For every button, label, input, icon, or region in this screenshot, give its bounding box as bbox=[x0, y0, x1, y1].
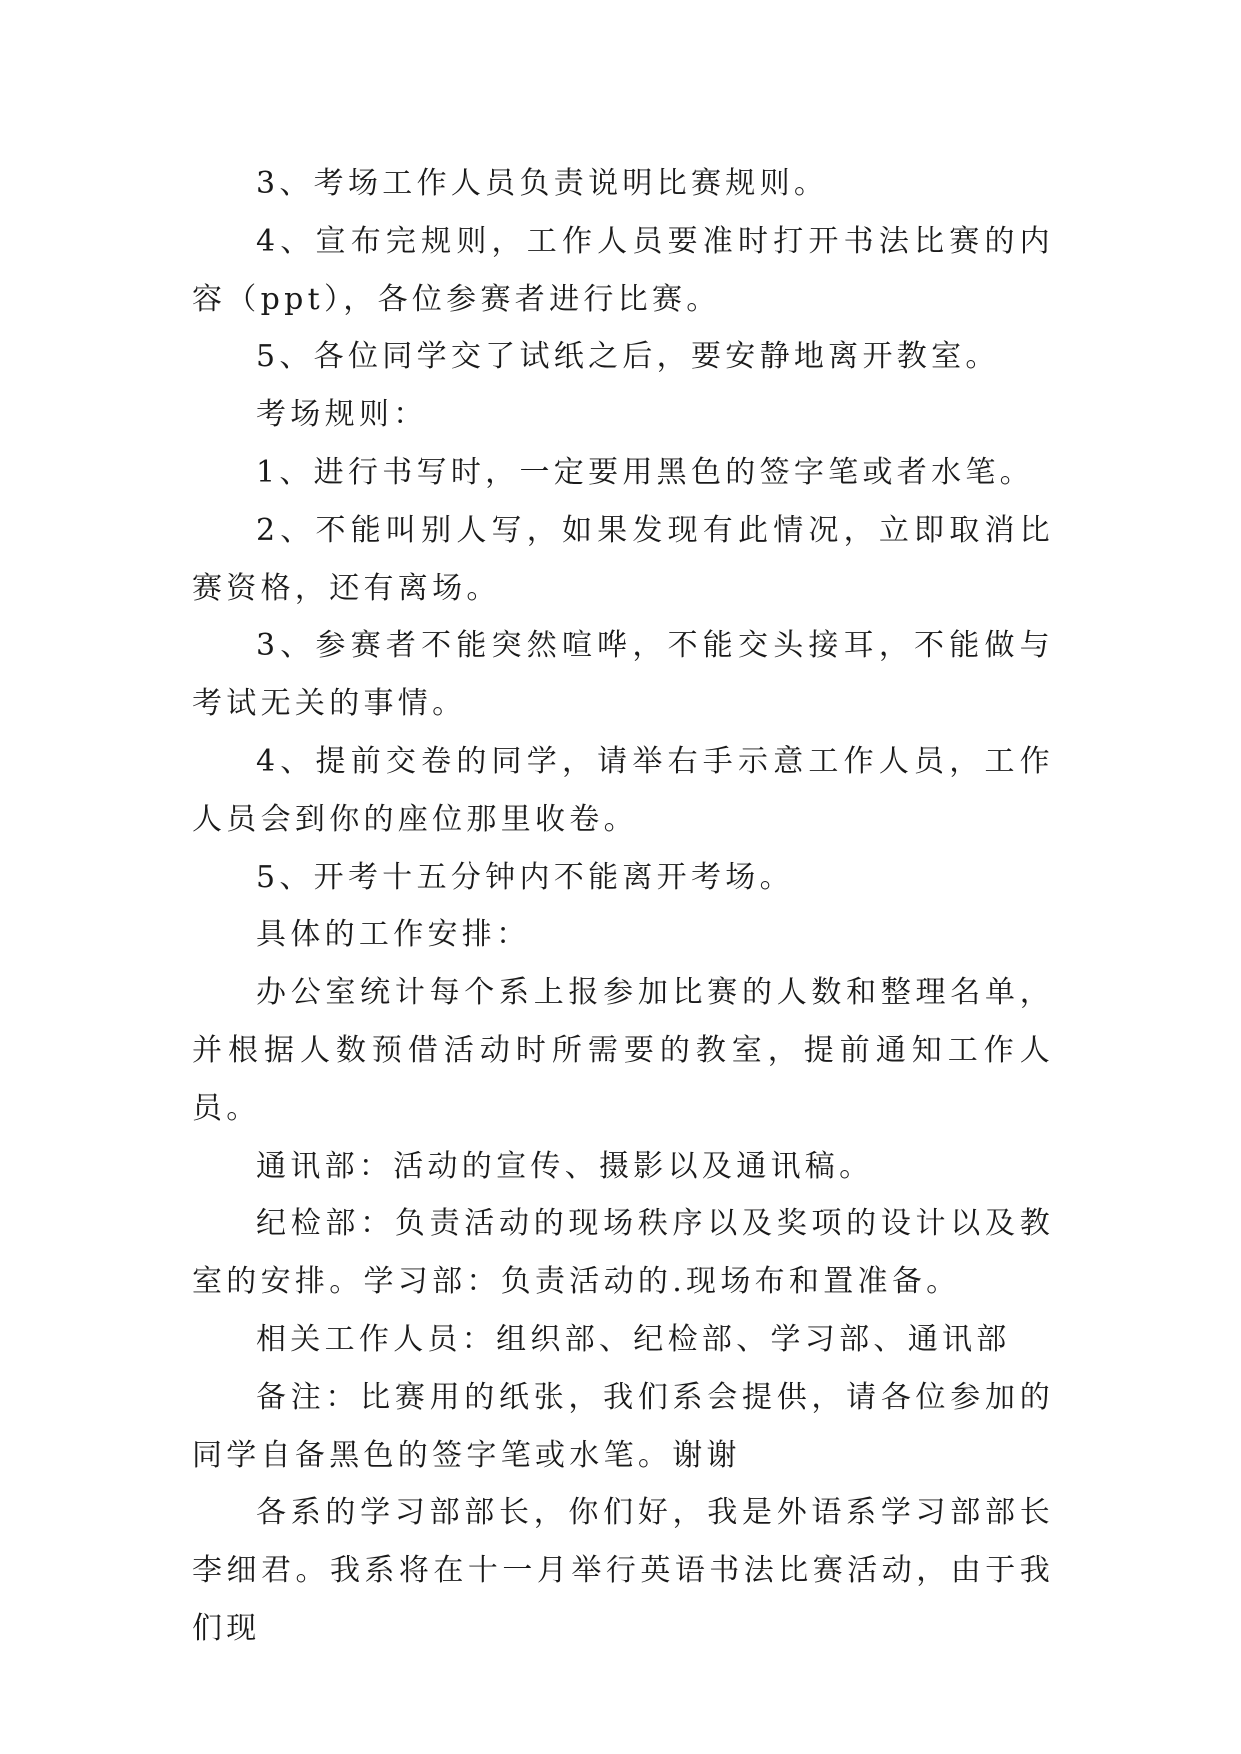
paragraph: 纪检部：负责活动的现场秩序以及奖项的设计以及教室的安排。学习部：负责活动的.现场布和置准备。 bbox=[192, 1206, 1054, 1300]
paragraph: 各系的学习部部长，你们好，我是外语系学习部部长李细君。我系将在十一月举行英语书法比赛活动，由于我们现 bbox=[192, 1495, 1054, 1646]
paragraph: 办公室统计每个系上报参加比赛的人数和整理名单，并根据人数预借活动时所需要的教室，提前通知工作人员。 bbox=[192, 975, 1054, 1126]
document-body bbox=[192, 155, 1054, 1658]
paragraph: 通讯部：活动的宣传、摄影以及通讯稿。 bbox=[256, 1148, 874, 1184]
paragraph: 4、提前交卷的同学，请举右手示意工作人员，工作人员会到你的座位那里收卷。 bbox=[192, 743, 1054, 837]
paragraph: 4、宣布完规则，工作人员要准时打开书法比赛的内容（ppt），各位参赛者进行比赛。 bbox=[192, 223, 1054, 317]
section-heading: 具体的工作安排： bbox=[256, 917, 531, 953]
paragraph: 备注：比赛用的纸张，我们系会提供，请各位参加的同学自备黑色的签字笔或水笔。谢谢 bbox=[192, 1379, 1054, 1473]
paragraph: 2、不能叫别人写，如果发现有此情况，立即取消比赛资格，还有离场。 bbox=[192, 512, 1054, 606]
paragraph: 1、进行书写时，一定要用黑色的签字笔或者水笔。 bbox=[256, 454, 1034, 490]
paragraph: 相关工作人员：组织部、纪检部、学习部、通讯部 bbox=[256, 1321, 1011, 1357]
paragraph: 3、考场工作人员负责说明比赛规则。 bbox=[256, 166, 829, 201]
paragraph: 5、各位同学交了试纸之后，要安静地离开教室。 bbox=[256, 339, 1000, 375]
paragraph: 5、开考十五分钟内不能离开考场。 bbox=[256, 859, 794, 895]
paragraph: 3、参赛者不能突然喧哗，不能交头接耳，不能做与考试无关的事情。 bbox=[192, 628, 1054, 722]
section-heading: 考场规则： bbox=[256, 397, 428, 433]
